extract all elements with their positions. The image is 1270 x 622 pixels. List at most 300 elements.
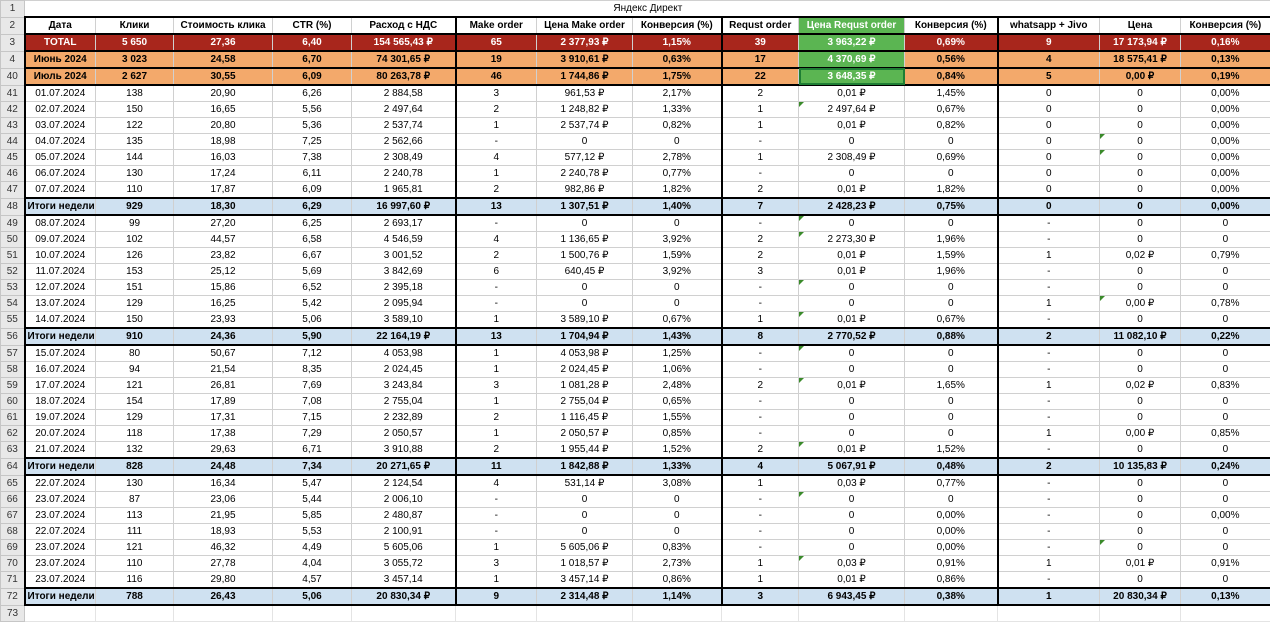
cell[interactable]: 0 [1100, 166, 1181, 182]
cell[interactable]: 0 [905, 426, 998, 442]
cell[interactable]: 3 001,52 [352, 248, 456, 264]
row-header[interactable]: 54 [1, 296, 25, 312]
cell[interactable]: 12.07.2024 [25, 280, 96, 296]
cell[interactable]: 9 [998, 34, 1100, 51]
cell[interactable]: 129 [96, 296, 174, 312]
cell[interactable]: 10.07.2024 [25, 248, 96, 264]
cell[interactable]: 2 [722, 232, 799, 248]
cell[interactable]: TOTAL [25, 34, 96, 51]
cell[interactable]: 10 135,83 ₽ [1100, 458, 1181, 475]
cell[interactable]: 39 [722, 34, 799, 51]
cell[interactable]: 0 [633, 280, 722, 296]
cell[interactable]: 2 240,78 ₽ [537, 166, 633, 182]
cell[interactable]: 2 884,58 [352, 85, 456, 102]
cell[interactable]: 130 [96, 475, 174, 492]
cell[interactable]: 22 [722, 68, 799, 85]
cell[interactable]: 0 [537, 508, 633, 524]
header-request-order-conversion[interactable]: Конверсия (%) [905, 17, 998, 34]
cell[interactable]: 08.07.2024 [25, 215, 96, 232]
cell[interactable]: 17,31 [174, 410, 273, 426]
cell[interactable]: 23,93 [174, 312, 273, 329]
cell[interactable]: 16 997,60 ₽ [352, 198, 456, 215]
cell[interactable]: - [456, 492, 537, 508]
cell[interactable]: 23.07.2024 [25, 540, 96, 556]
cell[interactable]: 0 [1100, 102, 1181, 118]
cell[interactable]: 0 [799, 410, 905, 426]
cell[interactable]: 29,80 [174, 572, 273, 589]
cell[interactable]: 1,33% [633, 102, 722, 118]
cell[interactable]: 0,01 ₽ [799, 248, 905, 264]
cell[interactable]: 2 050,57 [352, 426, 456, 442]
cell[interactable]: 0 [799, 134, 905, 150]
cell[interactable]: 1 [722, 556, 799, 572]
cell[interactable]: 1,52% [633, 442, 722, 459]
row-header[interactable]: 67 [1, 508, 25, 524]
cell[interactable]: 130 [96, 166, 174, 182]
cell[interactable]: 2 095,94 [352, 296, 456, 312]
cell[interactable]: 0 [998, 85, 1100, 102]
cell[interactable]: 2 [722, 442, 799, 459]
cell[interactable]: 0,82% [633, 118, 722, 134]
cell[interactable]: 0,01 ₽ [799, 182, 905, 199]
cell[interactable]: 23.07.2024 [25, 508, 96, 524]
cell[interactable]: 0 [1100, 508, 1181, 524]
cell[interactable] [1100, 605, 1181, 622]
cell[interactable]: - [456, 296, 537, 312]
cell[interactable]: 22.07.2024 [25, 475, 96, 492]
cell[interactable]: 16.07.2024 [25, 362, 96, 378]
cell[interactable]: 0,00% [905, 524, 998, 540]
cell[interactable]: 23.07.2024 [25, 572, 96, 589]
cell[interactable]: 0,83% [1181, 378, 1270, 394]
row-header[interactable]: 71 [1, 572, 25, 589]
cell[interactable]: 1,06% [633, 362, 722, 378]
cell[interactable]: 5 605,06 [352, 540, 456, 556]
cell[interactable]: 1,55% [633, 410, 722, 426]
cell[interactable]: 0,56% [905, 51, 998, 68]
cell[interactable]: 0,77% [905, 475, 998, 492]
cell[interactable]: 1,82% [905, 182, 998, 199]
cell[interactable]: 23,82 [174, 248, 273, 264]
cell[interactable]: 1 [722, 102, 799, 118]
cell[interactable]: 2 [998, 328, 1100, 345]
cell[interactable]: 0 [799, 280, 905, 296]
cell[interactable]: 0 [1100, 134, 1181, 150]
cell[interactable]: 3 [456, 556, 537, 572]
header-conversion[interactable]: Конверсия (%) [1181, 17, 1270, 34]
cell[interactable]: 2 314,48 ₽ [537, 588, 633, 605]
cell[interactable]: 1 018,57 ₽ [537, 556, 633, 572]
cell[interactable]: 3 910,61 ₽ [537, 51, 633, 68]
cell[interactable]: 0 [1100, 394, 1181, 410]
cell[interactable]: 1 [722, 118, 799, 134]
cell[interactable]: 24,48 [174, 458, 273, 475]
cell[interactable]: 0,03 ₽ [799, 556, 905, 572]
cell[interactable]: 6,58 [273, 232, 352, 248]
cell[interactable]: 1 [722, 475, 799, 492]
cell[interactable]: 0,91% [1181, 556, 1270, 572]
cell[interactable]: 17,87 [174, 182, 273, 199]
cell[interactable]: 0 [1100, 492, 1181, 508]
cell[interactable]: 2 497,64 ₽ [799, 102, 905, 118]
cell[interactable]: 118 [96, 426, 174, 442]
cell[interactable]: 0,78% [1181, 296, 1270, 312]
cell[interactable]: 01.07.2024 [25, 85, 96, 102]
cell[interactable]: 2 232,89 [352, 410, 456, 426]
cell[interactable]: 0,75% [905, 198, 998, 215]
row-header[interactable]: 70 [1, 556, 25, 572]
cell[interactable]: 6,09 [273, 68, 352, 85]
cell[interactable]: 0,00% [1181, 508, 1270, 524]
cell[interactable]: 3 023 [96, 51, 174, 68]
cell[interactable]: 0,82% [905, 118, 998, 134]
cell[interactable]: 1 704,94 ₽ [537, 328, 633, 345]
cell[interactable]: 4 053,98 ₽ [537, 345, 633, 362]
cell[interactable]: 0 [905, 394, 998, 410]
cell[interactable]: Итоги недели [25, 328, 96, 345]
cell[interactable]: 1 [456, 312, 537, 329]
cell[interactable]: 26,81 [174, 378, 273, 394]
cell[interactable]: 0 [799, 215, 905, 232]
cell[interactable]: 06.07.2024 [25, 166, 96, 182]
header-clicks[interactable]: Клики [96, 17, 174, 34]
cell[interactable]: - [998, 312, 1100, 329]
cell[interactable]: - [998, 540, 1100, 556]
cell[interactable]: - [722, 296, 799, 312]
cell[interactable]: 828 [96, 458, 174, 475]
cell[interactable] [25, 605, 96, 622]
cell[interactable]: 4 [456, 232, 537, 248]
cell[interactable]: 0 [998, 118, 1100, 134]
cell[interactable]: 0,83% [633, 540, 722, 556]
cell[interactable]: 0,01 ₽ [799, 264, 905, 280]
cell[interactable]: 3 [456, 85, 537, 102]
cell[interactable]: 0 [1181, 264, 1270, 280]
cell[interactable]: 1 [998, 248, 1100, 264]
cell[interactable]: 1 [456, 572, 537, 589]
cell[interactable]: 0 [1181, 345, 1270, 362]
cell[interactable]: Июль 2024 [25, 68, 96, 85]
cell[interactable]: 1,96% [905, 264, 998, 280]
cell[interactable]: 0,02 ₽ [1100, 378, 1181, 394]
cell[interactable]: 26,43 [174, 588, 273, 605]
cell[interactable]: 2 [722, 182, 799, 199]
header-spend[interactable]: Расход с НДС [352, 17, 456, 34]
cell[interactable]: 18 575,41 ₽ [1100, 51, 1181, 68]
cell[interactable]: 1,82% [633, 182, 722, 199]
cell[interactable]: 20 830,34 ₽ [1100, 588, 1181, 605]
cell[interactable]: 2 006,10 [352, 492, 456, 508]
cell[interactable]: 4,04 [273, 556, 352, 572]
row-header[interactable]: 51 [1, 248, 25, 264]
cell[interactable]: 0 [799, 166, 905, 182]
cell[interactable]: 1 [456, 166, 537, 182]
cell[interactable]: 0,00 ₽ [1100, 68, 1181, 85]
cell[interactable]: Итоги недели [25, 588, 96, 605]
cell[interactable]: 1 081,28 ₽ [537, 378, 633, 394]
cell[interactable]: 0 [998, 134, 1100, 150]
cell[interactable]: 4 370,69 ₽ [799, 51, 905, 68]
cell[interactable]: 5 650 [96, 34, 174, 51]
cell[interactable]: 0 [905, 134, 998, 150]
cell[interactable]: 18,30 [174, 198, 273, 215]
cell[interactable]: 0 [998, 166, 1100, 182]
cell[interactable]: 3 589,10 [352, 312, 456, 329]
cell[interactable]: 0,00% [1181, 150, 1270, 166]
cell[interactable]: 2 [456, 182, 537, 199]
cell[interactable]: 07.07.2024 [25, 182, 96, 199]
cell[interactable]: 0 [905, 345, 998, 362]
cell[interactable]: 0,03 ₽ [799, 475, 905, 492]
row-header[interactable]: 69 [1, 540, 25, 556]
cell[interactable]: 0 [905, 492, 998, 508]
cell[interactable]: 113 [96, 508, 174, 524]
cell[interactable]: 0,67% [633, 312, 722, 329]
cell[interactable]: 5,06 [273, 312, 352, 329]
cell[interactable]: - [456, 215, 537, 232]
cell[interactable]: 7,38 [273, 150, 352, 166]
cell[interactable]: 144 [96, 150, 174, 166]
row-header[interactable]: 49 [1, 215, 25, 232]
cell[interactable]: 0 [1181, 524, 1270, 540]
cell[interactable]: 0 [1100, 540, 1181, 556]
cell[interactable]: 1,59% [905, 248, 998, 264]
cell[interactable]: 110 [96, 182, 174, 199]
cell[interactable]: 0 [799, 524, 905, 540]
cell[interactable]: 11 082,10 ₽ [1100, 328, 1181, 345]
cell[interactable]: 2 770,52 ₽ [799, 328, 905, 345]
cell[interactable]: - [998, 508, 1100, 524]
cell[interactable]: 3 457,14 [352, 572, 456, 589]
cell[interactable]: 23,06 [174, 492, 273, 508]
cell[interactable]: 1,52% [905, 442, 998, 459]
cell[interactable]: 0 [905, 362, 998, 378]
cell[interactable]: - [722, 492, 799, 508]
cell[interactable] [537, 605, 633, 622]
cell[interactable]: 0 [905, 215, 998, 232]
cell[interactable]: 0 [799, 540, 905, 556]
cell[interactable]: 121 [96, 378, 174, 394]
cell[interactable]: 4 053,98 [352, 345, 456, 362]
cell[interactable]: 94 [96, 362, 174, 378]
cell[interactable]: 138 [96, 85, 174, 102]
row-header[interactable]: 46 [1, 166, 25, 182]
cell[interactable]: 0,01 ₽ [799, 312, 905, 329]
cell[interactable]: - [722, 280, 799, 296]
cell[interactable]: 0 [799, 426, 905, 442]
cell[interactable]: 8,35 [273, 362, 352, 378]
cell[interactable]: 1,75% [633, 68, 722, 85]
cell[interactable]: 0,19% [1181, 68, 1270, 85]
cell[interactable]: 6,26 [273, 85, 352, 102]
cell[interactable]: 2 428,23 ₽ [799, 198, 905, 215]
cell[interactable]: 1,25% [633, 345, 722, 362]
cell[interactable]: 1,14% [633, 588, 722, 605]
cell[interactable]: 1,43% [633, 328, 722, 345]
cell[interactable] [273, 605, 352, 622]
cell[interactable]: 0,00 ₽ [1100, 296, 1181, 312]
cell[interactable]: - [722, 508, 799, 524]
cell[interactable]: 29,63 [174, 442, 273, 459]
cell[interactable]: 3 243,84 [352, 378, 456, 394]
cell[interactable]: 0,88% [905, 328, 998, 345]
cell[interactable]: 116 [96, 572, 174, 589]
cell[interactable]: 0 [1181, 410, 1270, 426]
cell[interactable]: - [998, 362, 1100, 378]
cell[interactable] [174, 605, 273, 622]
cell[interactable]: 0,00% [1181, 118, 1270, 134]
cell[interactable]: 0,65% [633, 394, 722, 410]
cell[interactable]: 15.07.2024 [25, 345, 96, 362]
cell[interactable]: 135 [96, 134, 174, 150]
cell[interactable]: 2 377,93 ₽ [537, 34, 633, 51]
cell[interactable]: 6,40 [273, 34, 352, 51]
cell[interactable]: 0 [1181, 540, 1270, 556]
cell[interactable]: 46 [456, 68, 537, 85]
row-header[interactable]: 66 [1, 492, 25, 508]
cell[interactable]: 1,96% [905, 232, 998, 248]
row-header[interactable]: 63 [1, 442, 25, 459]
cell[interactable]: - [998, 394, 1100, 410]
cell[interactable]: - [456, 134, 537, 150]
cell[interactable]: 3 [722, 588, 799, 605]
cell[interactable]: 126 [96, 248, 174, 264]
cell[interactable]: 111 [96, 524, 174, 540]
cell[interactable]: 2 755,04 [352, 394, 456, 410]
cell[interactable]: 0 [1100, 118, 1181, 134]
cell[interactable]: 27,36 [174, 34, 273, 51]
cell[interactable]: 03.07.2024 [25, 118, 96, 134]
cell[interactable]: 3 963,22 ₽ [799, 34, 905, 51]
cell[interactable]: 0 [1181, 232, 1270, 248]
row-header[interactable]: 73 [1, 605, 25, 622]
cell[interactable]: 1 [456, 394, 537, 410]
cell[interactable]: 24,58 [174, 51, 273, 68]
cell[interactable]: - [456, 524, 537, 540]
cell[interactable]: 0,85% [1181, 426, 1270, 442]
cell[interactable]: 1 116,45 ₽ [537, 410, 633, 426]
cell[interactable]: 0 [905, 280, 998, 296]
cell[interactable]: 788 [96, 588, 174, 605]
cell[interactable]: 20,90 [174, 85, 273, 102]
cell[interactable]: 6 943,45 ₽ [799, 588, 905, 605]
cell[interactable]: 0,24% [1181, 458, 1270, 475]
cell[interactable]: 0,00% [1181, 198, 1270, 215]
cell[interactable]: 122 [96, 118, 174, 134]
row-header[interactable]: 53 [1, 280, 25, 296]
cell[interactable]: 22.07.2024 [25, 524, 96, 540]
cell[interactable]: 0 [799, 394, 905, 410]
cell[interactable]: 2,48% [633, 378, 722, 394]
cell[interactable]: 20 830,34 ₽ [352, 588, 456, 605]
cell[interactable]: 0 [1100, 215, 1181, 232]
cell[interactable] [998, 605, 1100, 622]
cell[interactable]: 0 [1100, 85, 1181, 102]
cell[interactable]: 3 842,69 [352, 264, 456, 280]
cell[interactable]: 7 [722, 198, 799, 215]
cell[interactable]: 5,44 [273, 492, 352, 508]
cell[interactable]: 0,69% [905, 34, 998, 51]
cell[interactable]: 0 [1100, 280, 1181, 296]
cell[interactable]: 150 [96, 102, 174, 118]
row-header[interactable]: 72 [1, 588, 25, 605]
row-header[interactable]: 65 [1, 475, 25, 492]
sheet-title[interactable]: Яндекс Директ [25, 1, 1270, 18]
cell[interactable]: 21.07.2024 [25, 442, 96, 459]
cell[interactable]: 0 [1181, 475, 1270, 492]
cell[interactable]: 1 307,51 ₽ [537, 198, 633, 215]
cell[interactable]: - [998, 215, 1100, 232]
cell[interactable]: 2 480,87 [352, 508, 456, 524]
cell[interactable]: 0,00% [905, 508, 998, 524]
cell[interactable]: 7,12 [273, 345, 352, 362]
cell[interactable]: 5,69 [273, 264, 352, 280]
cell[interactable]: 8 [722, 328, 799, 345]
cell[interactable]: 1 [722, 150, 799, 166]
row-header[interactable]: 4 [1, 51, 25, 68]
cell[interactable]: 0,91% [905, 556, 998, 572]
cell[interactable]: 0 [633, 134, 722, 150]
cell[interactable]: - [998, 442, 1100, 459]
cell[interactable]: 17 173,94 ₽ [1100, 34, 1181, 51]
cell[interactable]: 9 [456, 588, 537, 605]
cell[interactable]: 44,57 [174, 232, 273, 248]
cell[interactable]: 0 [1181, 442, 1270, 459]
header-date[interactable]: Дата [25, 17, 96, 34]
cell[interactable]: 6,25 [273, 215, 352, 232]
cell[interactable]: 1,33% [633, 458, 722, 475]
cell[interactable]: 2 537,74 [352, 118, 456, 134]
cell[interactable]: 3 [722, 264, 799, 280]
cell[interactable]: 4,49 [273, 540, 352, 556]
cell[interactable]: 6,71 [273, 442, 352, 459]
cell[interactable]: 0,77% [633, 166, 722, 182]
cell[interactable]: 982,86 ₽ [537, 182, 633, 199]
cell[interactable]: - [998, 524, 1100, 540]
row-header[interactable]: 41 [1, 85, 25, 102]
cell[interactable]: 5,90 [273, 328, 352, 345]
cell[interactable]: 13 [456, 328, 537, 345]
cell[interactable]: 5 [998, 68, 1100, 85]
cell[interactable]: 99 [96, 215, 174, 232]
cell[interactable]: 21,95 [174, 508, 273, 524]
cell[interactable]: 30,55 [174, 68, 273, 85]
cell[interactable]: - [722, 410, 799, 426]
cell[interactable]: 80 [96, 345, 174, 362]
cell[interactable]: 17 [722, 51, 799, 68]
cell[interactable]: 0,84% [905, 68, 998, 85]
cell[interactable]: 0 [537, 215, 633, 232]
cell[interactable]: 1 [998, 296, 1100, 312]
cell[interactable]: 0 [799, 508, 905, 524]
cell[interactable]: 0 [1100, 198, 1181, 215]
cell[interactable]: 0 [1100, 524, 1181, 540]
cell[interactable]: 6,52 [273, 280, 352, 296]
cell[interactable]: 5,56 [273, 102, 352, 118]
cell[interactable]: 17,24 [174, 166, 273, 182]
cell[interactable]: 27,20 [174, 215, 273, 232]
cell[interactable]: 18.07.2024 [25, 394, 96, 410]
cell[interactable]: 0,01 ₽ [799, 378, 905, 394]
cell[interactable]: - [998, 492, 1100, 508]
cell[interactable]: 0,01 ₽ [799, 442, 905, 459]
header-request-order[interactable]: Requst order [722, 17, 799, 34]
cell[interactable]: 0 [1100, 572, 1181, 589]
cell[interactable]: 24,36 [174, 328, 273, 345]
cell[interactable]: 110 [96, 556, 174, 572]
cell[interactable]: 6,67 [273, 248, 352, 264]
cell[interactable]: Июнь 2024 [25, 51, 96, 68]
